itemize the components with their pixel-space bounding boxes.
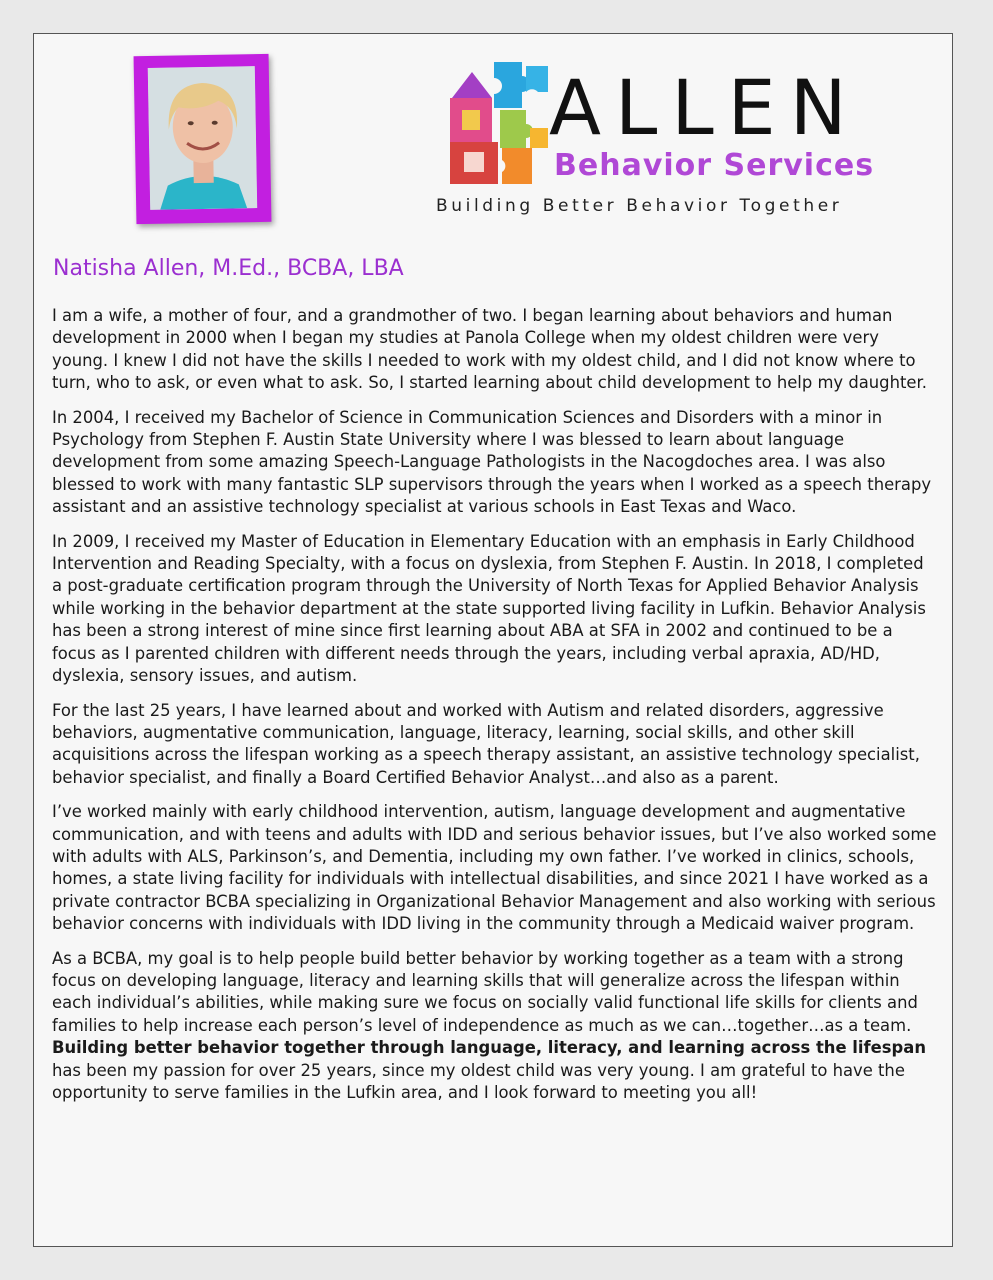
bio-paragraph: I am a wife, a mother of four, and a grandmother of two. I began learning about behaviors and human development in 2000 when I began my studies at Panola College when my oldest children were very young. I knew I did not have the skills I needed to work with my oldest child, and I did not know where to turn, who to ask, or even what to ask. So, I started learning about child development to help my daughter. bbox=[52, 306, 927, 393]
logo-subtitle: Behavior Services bbox=[554, 148, 875, 183]
portrait-frame bbox=[134, 54, 272, 224]
bio-paragraph: In 2009, I received my Master of Education in Elementary Education with an emphasis in Early Childhood Intervention and Reading Specialty, with a focus on dyslexia, from Stephen F. Austin. In 2018, I completed a post-graduate certification program through the University of North Texas for Applied Behavior Analysis while working in the behavior department at the state supported living facility in Lufkin. Behavior Analysis has been a strong interest of mine since first learning about ABA at SFA in 2002 and continued to be a focus as I parented children with different needs through the years, including verbal apraxia, AD/HD, dyslexia, sensory issues, and autism. bbox=[52, 531, 926, 686]
logo-name: ALLEN bbox=[549, 63, 861, 152]
portrait-photo bbox=[148, 66, 257, 210]
closing-text-start: As a BCBA, my goal is to help people build better behavior by working together as a team with a strong focus on developing language, literacy and learning skills that will generalize across the lifespan within each individual’s abilities, while making sure we focus on socially valid functional life skills for clients and families to help increase each person’s level of independence as much as we can…together…as a team. bbox=[52, 948, 918, 1035]
bio-page bbox=[33, 33, 953, 1247]
closing-highlight: Building better behavior together through language, literacy, and learning across the lifespan bbox=[52, 1038, 926, 1058]
puzzle-blocks-icon bbox=[444, 58, 554, 188]
company-logo bbox=[436, 58, 904, 228]
bio-paragraph: In 2004, I received my Bachelor of Science in Communication Sciences and Disorders with a minor in Psychology from Stephen F. Austin State University where I was blessed to learn about language development from some amazing Speech-Language Pathologists in the Nacogdoches area. I was also blessed to work with many fantastic SLP supervisors through the years when I worked as a speech therapy assistant and an assistive technology specialist at various schools in East Texas and Waco. bbox=[52, 407, 932, 517]
closing-text-end: has been my passion for over 25 years, since my oldest child was very young. I am grateful to have the opportunity to serve families in the Lufkin area, and I look forward to meeting you all! bbox=[52, 1060, 905, 1102]
bio-paragraph-closing bbox=[52, 948, 937, 1105]
bio-paragraph: I’ve worked mainly with early childhood intervention, autism, language development and augmentative communication, and with teens and adults with IDD and serious behavior issues, but I’ve also worked some with adults with ALS, Parkinson’s, and Dementia, including my own father. I’ve worked in clinics, schools, homes, a state living facility for individuals with intellectual disabilities, and since 2021 I have worked as a private contractor BCBA specializing in Organizational Behavior Management and also working with serious behavior concerns with individuals with IDD living in the community through a Medicaid waiver program. bbox=[52, 802, 937, 934]
logo-tagline: Building Better Behavior Together bbox=[436, 196, 843, 216]
profile-name: Natisha Allen, M.Ed., BCBA, LBA bbox=[53, 256, 404, 281]
bio-paragraph: For the last 25 years, I have learned about and worked with Autism and related disorders, aggressive behaviors, augmentative communication, language, literacy, learning, social skills, and other skill acquisitions across the lifespan working as a speech therapy assistant, an assistive technology specialist, behavior specialist, and finally a Board Certified Behavior Analyst…and also as a parent. bbox=[52, 700, 920, 787]
bio-text bbox=[52, 305, 937, 1116]
